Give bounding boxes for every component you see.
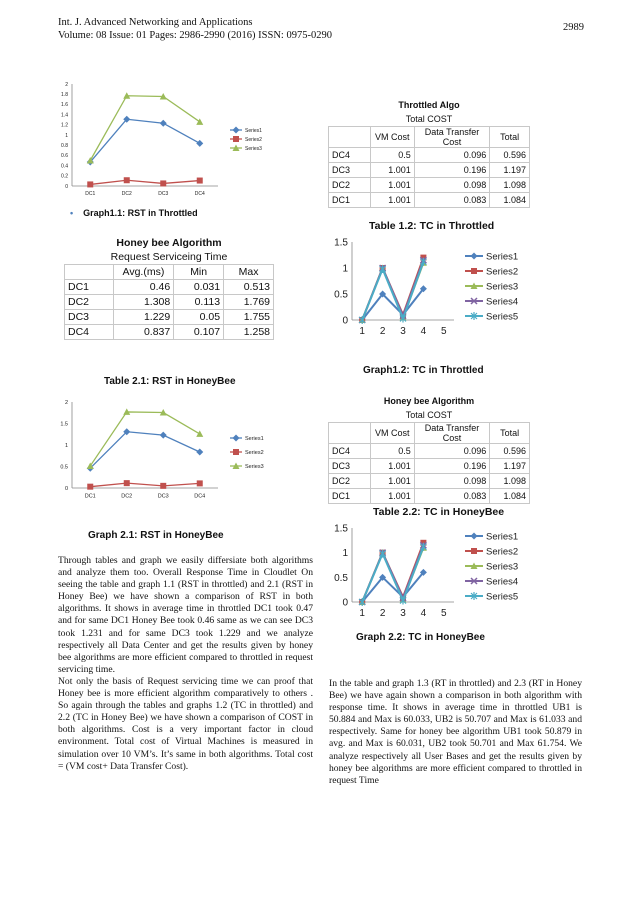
table-2-2-caption: Table 2.2: TC in HoneyBee — [373, 506, 505, 518]
x-tick-label: 3 — [400, 326, 406, 337]
table-cell: 0.513 — [224, 280, 274, 295]
legend-label: Series5 — [486, 591, 519, 603]
table-cell: 1.197 — [490, 163, 530, 178]
row-label: DC2 — [329, 474, 371, 489]
series-line — [90, 483, 200, 487]
x-tick-label: 4 — [420, 326, 427, 337]
table-row — [329, 459, 530, 474]
y-tick-label: 0.5 — [334, 289, 348, 301]
table-cell: 0.096 — [414, 148, 489, 163]
table-cell: 0.05 — [174, 310, 224, 325]
table-subtitle: Request Serviceing Time — [110, 251, 228, 263]
table-cell: 1.001 — [370, 193, 414, 208]
table-row — [329, 163, 530, 178]
legend-entry — [465, 531, 518, 542]
y-tick-label: 0 — [65, 183, 68, 190]
table-1-2-cost-throttled — [328, 98, 530, 208]
table-cell: 1.001 — [370, 459, 414, 474]
x-tick-label: DC4 — [194, 493, 206, 500]
data-point — [160, 432, 167, 439]
x-tick-label: 2 — [379, 608, 386, 619]
series-2 — [359, 255, 426, 323]
legend-label: Series1 — [245, 127, 262, 134]
table-cell: 0.083 — [414, 193, 489, 208]
legend-label: Series5 — [486, 311, 519, 323]
y-tick-label: 1.5 — [334, 237, 348, 249]
table-2-1-caption: Table 2.1: RST in HoneyBee — [104, 376, 236, 387]
legend-entry — [465, 311, 518, 322]
table-row — [329, 444, 530, 459]
graph-1-2-caption: Graph1.2: TC in Throttled — [363, 365, 484, 376]
x-tick-label: DC4 — [194, 191, 205, 197]
table-cell: 1.001 — [370, 474, 414, 489]
caption-bullet: • — [70, 208, 74, 218]
y-tick-label: 1.4 — [61, 112, 68, 119]
y-tick-label: 0 — [64, 485, 68, 492]
data-point — [160, 483, 166, 489]
y-tick-label: 1.8 — [61, 91, 68, 98]
x-tick-label: 1 — [359, 608, 365, 619]
legend-entry — [465, 546, 518, 557]
column-header: VM Cost — [370, 423, 414, 444]
series-3 — [87, 92, 204, 163]
table-cell: 0.083 — [414, 489, 489, 504]
running-header — [58, 16, 332, 42]
data-point — [197, 480, 203, 486]
table-cell: 1.084 — [490, 193, 530, 208]
y-tick-label: 0.8 — [61, 142, 68, 149]
table-cell: 1.084 — [490, 489, 530, 504]
data-point — [197, 178, 203, 184]
table-cell: 1.098 — [490, 178, 530, 193]
y-tick-label: 1.6 — [61, 102, 68, 109]
y-tick-label: 1 — [342, 263, 348, 275]
table-header-row — [329, 127, 530, 148]
graph-2-1-caption: Graph 2.1: RST in HoneyBee — [88, 530, 224, 541]
table-row — [65, 280, 274, 295]
table-cell: 1.258 — [224, 325, 274, 340]
y-tick-label: 0 — [342, 315, 348, 327]
graph-2-2-caption: Graph 2.2: TC in HoneyBee — [356, 632, 485, 643]
table-row — [329, 148, 530, 163]
table-cell: 0.098 — [414, 178, 489, 193]
legend-label: Series2 — [486, 546, 519, 558]
data-point — [160, 180, 166, 186]
legend-label: Series2 — [486, 266, 519, 278]
legend-label: Series3 — [486, 281, 519, 293]
x-tick-label: 1 — [359, 326, 365, 337]
table-cell: 0.196 — [414, 459, 489, 474]
table-title: Honey bee Algorithm — [383, 396, 475, 406]
column-header — [65, 265, 114, 280]
legend-label: Series1 — [245, 435, 264, 442]
y-tick-label: 0.5 — [334, 572, 348, 584]
table-cell: 0.113 — [174, 295, 224, 310]
data-point — [124, 480, 130, 486]
x-tick-label: DC1 — [85, 191, 96, 197]
column-header: Data Transfer Cost — [414, 127, 489, 148]
legend-label: Series3 — [486, 561, 519, 573]
y-tick-label: 2 — [64, 399, 68, 406]
row-label: DC2 — [329, 178, 371, 193]
row-label: DC4 — [329, 444, 371, 459]
x-tick-label: DC3 — [157, 493, 169, 500]
table-header-row — [329, 423, 530, 444]
table-row — [329, 193, 530, 208]
y-tick-label: 2 — [65, 81, 68, 88]
y-tick-label: 0.6 — [61, 153, 68, 160]
legend-label: Series3 — [245, 463, 264, 470]
row-label: DC3 — [65, 310, 114, 325]
series-line — [90, 432, 200, 468]
table-row — [329, 474, 530, 489]
table-row — [329, 489, 530, 504]
y-tick-label: 1 — [342, 548, 348, 560]
legend-marker — [471, 253, 478, 260]
y-tick-label: 1 — [65, 132, 68, 139]
series-line — [90, 412, 200, 466]
series-3 — [87, 408, 204, 469]
x-tick-label: DC2 — [121, 493, 133, 500]
table-cell: 0.596 — [490, 148, 530, 163]
series-line — [90, 119, 200, 162]
graph-1-2-chart — [328, 234, 556, 346]
data-point — [196, 430, 203, 437]
right-paragraph-1: In the table and graph 1.3 (RT in throttled) and 2.3 (RT in Honey Bee) we have again shown a comparison in both algorithm with response time. It shows in average time in throttled UB1 is 50.884 and Max is 60.033, UB2 is 50.707 and Max is 61.033 and respectively. Same for honey bee algorithm UB1 took 50.879 in avg. and Max is 60.031, UB2 took 50.701 and Max 61.754. We analyze respectively all User Bases and get the results given by honey bee algorithms are more efficient compared to throttled in request Time — [329, 678, 582, 786]
table-cell: 1.001 — [370, 178, 414, 193]
legend-label: Series2 — [245, 136, 262, 143]
legend-label: Series1 — [486, 531, 519, 543]
table-cell: 0.5 — [370, 148, 414, 163]
x-tick-label: 4 — [420, 608, 427, 619]
legend-entry — [230, 449, 264, 456]
table-cell: 0.596 — [490, 444, 530, 459]
graph-1-1-caption — [70, 208, 198, 218]
x-tick-label: DC3 — [158, 191, 169, 197]
legend-marker — [471, 268, 477, 274]
legend-entry — [230, 145, 262, 152]
row-label: DC1 — [65, 280, 114, 295]
table-cell: 1.098 — [490, 474, 530, 489]
row-label: DC2 — [65, 295, 114, 310]
legend-label: Series3 — [245, 145, 262, 152]
table-cell: 0.837 — [113, 325, 174, 340]
page-number: 2989 — [563, 22, 584, 33]
table-subtitle: Total COST — [405, 114, 453, 124]
row-label: DC3 — [329, 163, 371, 178]
table-cell: 0.107 — [174, 325, 224, 340]
data-point — [196, 140, 203, 147]
y-tick-label: 1.5 — [60, 421, 68, 428]
column-header: Max — [224, 265, 274, 280]
x-tick-label: 5 — [441, 608, 447, 619]
series-4 — [359, 257, 426, 323]
table-title: Throttled Algo — [398, 100, 460, 110]
journal-name: Int. J. Advanced Networking and Applications — [58, 17, 253, 28]
row-label: DC4 — [65, 325, 114, 340]
table-cell: 0.096 — [414, 444, 489, 459]
table-cell: 0.5 — [370, 444, 414, 459]
legend-entry — [230, 463, 264, 470]
x-tick-label: 3 — [400, 608, 406, 619]
legend-entry — [230, 127, 262, 134]
column-header: Total — [490, 127, 530, 148]
legend-entry — [465, 251, 518, 262]
table-row — [65, 295, 274, 310]
series-1 — [87, 428, 204, 471]
y-tick-label: 0.2 — [61, 173, 68, 180]
row-label: DC3 — [329, 459, 371, 474]
series-2 — [359, 540, 426, 605]
y-tick-label: 0.4 — [61, 163, 68, 170]
legend-marker — [233, 435, 240, 442]
table-cell: 1.001 — [370, 489, 414, 504]
table-row — [65, 325, 274, 340]
graph-2-1-chart — [60, 394, 290, 514]
left-column-text — [58, 555, 313, 773]
column-header — [329, 423, 371, 444]
legend-marker — [233, 449, 239, 455]
y-tick-label: 1 — [64, 442, 68, 449]
graph-2-2-chart — [328, 520, 556, 624]
table-cell: 0.031 — [174, 280, 224, 295]
legend-entry — [465, 576, 518, 587]
y-tick-label: 0 — [342, 597, 348, 609]
row-label: DC1 — [329, 193, 371, 208]
column-header: VM Cost — [370, 127, 414, 148]
table-1-2-caption: Table 1.2: TC in Throttled — [369, 220, 495, 232]
column-header: Total — [490, 423, 530, 444]
table-cell: 1.755 — [224, 310, 274, 325]
legend-marker — [233, 136, 239, 142]
y-tick-label: 0.5 — [60, 464, 68, 471]
table-row — [65, 310, 274, 325]
x-tick-label: DC2 — [121, 191, 132, 197]
table-cell: 0.46 — [113, 280, 174, 295]
table-cell: 1.229 — [113, 310, 174, 325]
legend-entry — [465, 296, 518, 307]
left-paragraph-2: Not only the basis of Request servicing time we can proof that Honey bee is more efficient algorithm comparatively to others . So again through the tables and graphs 1.2 (TC in throttled) and 2.2 (TC in Honey Bee) we have shown a comparison of COST in both algorithms. Cost is a very important factor in cloud environment. Total cost of Virtual Machines is measured in simulation over 10 VM’s. It’s same in both algorithms. Total cost = (VM cost+ Data Transfer Cost). — [58, 675, 313, 772]
column-header — [329, 127, 371, 148]
table-cell: 1.308 — [113, 295, 174, 310]
table-row — [329, 178, 530, 193]
table-cell: 1.001 — [370, 163, 414, 178]
table-cell: 0.196 — [414, 163, 489, 178]
column-header: Avg.(ms) — [113, 265, 174, 280]
data-point — [124, 177, 130, 183]
row-label: DC1 — [329, 489, 371, 504]
y-tick-label: 1.5 — [334, 523, 348, 535]
legend-marker — [233, 127, 240, 134]
table-subtitle: Total COST — [405, 410, 453, 420]
legend-label: Series4 — [486, 576, 519, 588]
legend-label: Series4 — [486, 296, 519, 308]
series-line — [90, 180, 200, 184]
legend-entry — [465, 281, 518, 292]
left-paragraph-1: Through tables and graph we easily differsiate both algorithms and analyze them too. Overall Response Time in Cloudlet On seeing the table and graph 1.1 (RST in throttled) and 2.1 (RST in Honey Bee) we have shown a comparison of RST in both algorithms. It shows in average time in throttled DC1 took 0.47 and for same DC1 Honey Bee took 0.46 same as we can see DC3 took 1.231 and for same DC3 took 1.229 and we analyze respectively all Data Center and get the results given by honey bee algorithms are more efficient compared to throttled in request servicing time. — [58, 555, 313, 675]
series-line — [90, 96, 200, 161]
data-point — [196, 449, 203, 456]
table-title: Honey bee Algorithm — [116, 237, 222, 249]
table-cell: 1.197 — [490, 459, 530, 474]
legend-entry — [465, 561, 518, 572]
table-2-1-rst-honeybee — [64, 236, 274, 340]
x-tick-label: 5 — [441, 326, 447, 337]
table-2-2-cost-honeybee — [328, 394, 530, 504]
column-header: Min — [174, 265, 224, 280]
column-header: Data Transfer Cost — [414, 423, 489, 444]
series-1 — [87, 116, 204, 166]
data-point — [87, 157, 94, 164]
y-tick-label: 1.2 — [61, 122, 68, 129]
graph-1-1-chart — [60, 78, 290, 210]
data-point — [87, 181, 93, 187]
volume-info: Volume: 08 Issue: 01 Pages: 2986-2990 (2016) ISSN: 0975-0290 — [58, 30, 332, 41]
legend-entry — [230, 136, 262, 143]
legend-entry — [230, 435, 264, 442]
table-cell: 1.769 — [224, 295, 274, 310]
data-point — [87, 484, 93, 490]
data-point — [160, 120, 167, 127]
row-label: DC4 — [329, 148, 371, 163]
table-header-row — [65, 265, 274, 280]
x-tick-label: 2 — [379, 326, 386, 337]
graph-1-1-caption-text: Graph1.1: RST in Throttled — [83, 208, 198, 218]
data-point — [196, 118, 203, 125]
legend-label: Series1 — [486, 251, 519, 263]
legend-label: Series2 — [245, 449, 264, 456]
legend-marker — [471, 548, 477, 554]
legend-entry — [465, 591, 518, 602]
series-4 — [359, 542, 426, 605]
legend-marker — [471, 533, 478, 540]
x-tick-label: DC1 — [84, 493, 96, 500]
right-column-text — [329, 678, 582, 787]
legend-entry — [465, 266, 518, 277]
table-cell: 0.098 — [414, 474, 489, 489]
